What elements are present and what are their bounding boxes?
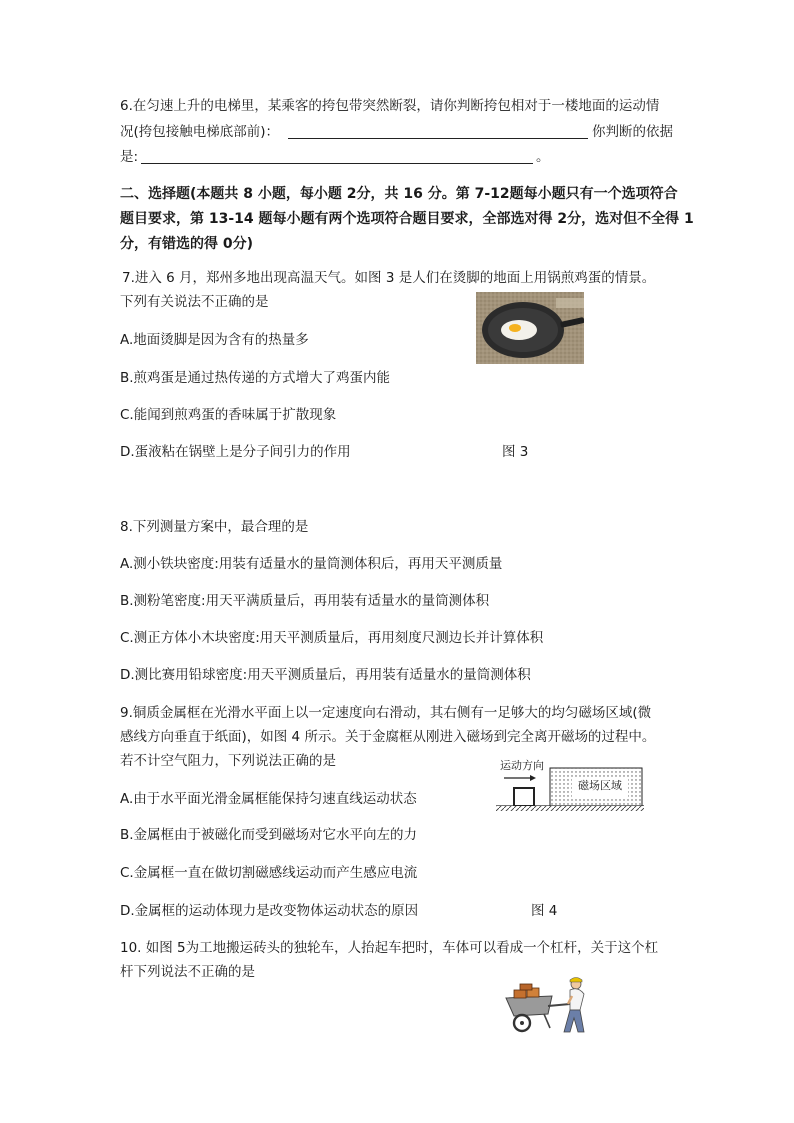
motion-direction-label: 运动方向 (500, 759, 544, 772)
section2-heading-line3: 分，有错选的得 0分) (120, 236, 254, 252)
q6-answer-blank-2[interactable] (141, 163, 533, 164)
figure-3-label: 图 3 (502, 444, 529, 460)
frying-pan-egg-photo (476, 292, 584, 364)
q8-option-c[interactable]: C.测正方体小木块密度:用天平测质量后，再用刻度尺测边长并计算体积 (120, 630, 544, 646)
frying-pan-egg-icon (476, 292, 584, 364)
q9-option-a[interactable]: A.由于水平面光滑金属框能保持匀速直线运动状态 (120, 791, 417, 807)
metal-frame-icon (514, 788, 534, 806)
q7-option-b[interactable]: B.煎鸡蛋是通过热传递的方式增大了鸡蛋内能 (120, 370, 391, 386)
q6-line3-suffix: 。 (536, 149, 550, 165)
q10-stem-line1: 10. 如图 5为工地搬运砖头的独轮车，人抬起车把时，车体可以看成一个杠杆，关于这个杠 (120, 940, 659, 956)
q6-line2-prefix: 况(挎包接触电梯底部前)： (120, 124, 280, 140)
q9-stem-line1: 9.铜质金属框在光滑水平面上以一定速度向右滑动，其右侧有一足够大的均匀磁场区域(微 (120, 705, 652, 721)
q9-option-c[interactable]: C.金属框一直在做切割磁感线运动而产生感应电流 (120, 865, 418, 881)
q8-option-b[interactable]: B.测粉笔密度:用天平满质量后，再用装有适量水的量筒测体积 (120, 593, 490, 609)
q8-option-a[interactable]: A.测小铁块密度:用装有适量水的量筒测体积后，再用天平测质量 (120, 556, 503, 572)
wheelbarrow-worker-illustration (500, 976, 592, 1036)
q6-line3-prefix: 是: (120, 149, 139, 165)
q7-option-d[interactable]: D.蛋液粘在锅壁上是分子间引力的作用 (120, 444, 351, 460)
magnetic-field-label: 磁场区域 (578, 779, 622, 792)
q7-option-a[interactable]: A.地面烫脚是因为含有的热量多 (120, 332, 309, 348)
q6-answer-blank-1[interactable] (288, 138, 588, 139)
q8-option-d[interactable]: D.测比赛用铅球密度:用天平测质量后，再用装有适量水的量筒测体积 (120, 667, 531, 683)
q9-option-b[interactable]: B.金属框由于被磁化而受到磁场对它水平向左的力 (120, 827, 418, 843)
q9-stem-line3: 若不计空气阻力，下列说法正确的是 (120, 753, 336, 769)
q6-line1: 6.在匀速上升的电梯里，某乘客的挎包带突然断裂，请你判断挎包相对于一楼地面的运动情 (120, 98, 660, 114)
q7-option-c[interactable]: C.能闻到煎鸡蛋的香味属于扩散现象 (120, 407, 337, 423)
q9-option-d[interactable]: D.金属框的运动体现力是改变物体运动状态的原因 (120, 903, 419, 919)
q9-stem-line2: 感线方向垂直于纸面)，如图 4 所示。关于金腐框从刚进入磁场到完全离开磁场的过程中。 (120, 729, 656, 745)
section2-heading-line2: 题目要求，第 13-14 题每小题有两个选项符合题目要求，全部选对得 2分，选对但不全得 1 (120, 211, 694, 227)
q7-stem-line2: 下列有关说法不正确的是 (120, 294, 269, 310)
q6-line2-suffix: 你判断的依据 (592, 124, 673, 140)
section2-heading-line1: 二、选择题(本题共 8 小题，每小题 2分，共 16 分。第 7-12题每小题只有一个选项符合 (120, 186, 678, 202)
q10-stem-line2: 杆下列说法不正确的是 (120, 964, 255, 980)
q7-stem-line1: 7.进入 6 月，郑州多地出现高温天气。如图 3 是人们在烫脚的地面上用锅煎鸡蛋的情景。 (122, 270, 656, 286)
figure-4-label: 图 4 (531, 903, 558, 919)
wheelbarrow-icon (500, 976, 592, 1036)
q8-stem: 8.下列测量方案中，最合理的是 (120, 519, 309, 535)
